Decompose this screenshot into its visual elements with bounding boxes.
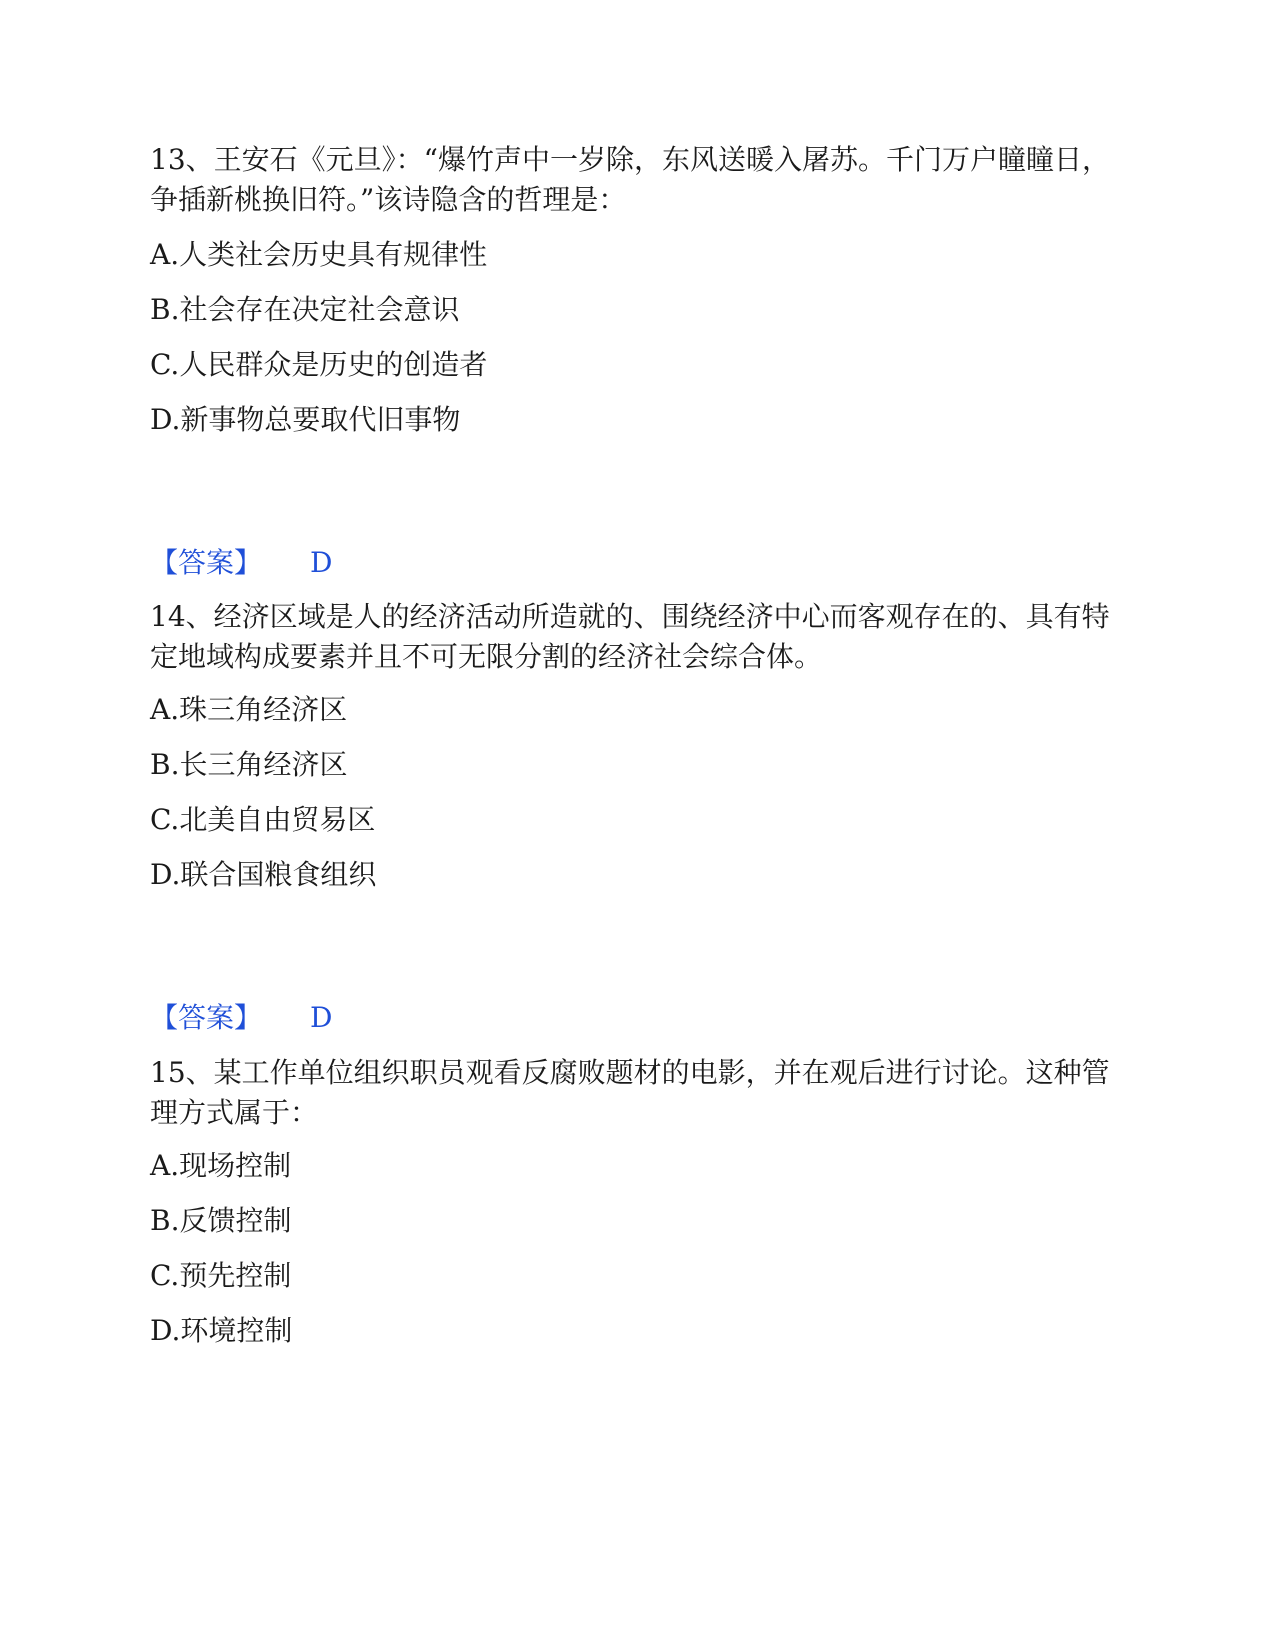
option-b: B.反馈控制	[150, 1204, 292, 1237]
option-b: B.长三角经济区	[150, 748, 348, 781]
answer-value: D	[310, 546, 333, 579]
question-stem: 15、某工作单位组织职员观看反腐败题材的电影，并在观后进行讨论。这种管理方式属于：	[150, 1056, 1110, 1129]
option-c: C.预先控制	[150, 1259, 292, 1292]
answer-13	[150, 543, 332, 583]
question-15	[150, 1053, 1130, 1347]
option-c: C.北美自由贸易区	[150, 803, 376, 836]
question-14	[150, 597, 1130, 891]
option-b: B.社会存在决定社会意识	[150, 293, 460, 326]
option-d: D.环境控制	[150, 1314, 293, 1347]
option-a: A.人类社会历史具有规律性	[150, 238, 488, 271]
answer-label: 【答案】	[150, 546, 263, 579]
answer-14	[150, 998, 332, 1038]
question-13	[150, 140, 1130, 436]
question-stem: 14、经济区域是人的经济活动所造就的、围绕经济中心而客观存在的、具有特定地域构成要素并且不可无限分割的经济社会综合体。	[150, 600, 1110, 673]
option-a: A.现场控制	[150, 1149, 292, 1182]
option-c: C.人民群众是历史的创造者	[150, 348, 488, 381]
answer-value: D	[310, 1001, 333, 1034]
option-d: D.联合国粮食组织	[150, 858, 377, 891]
option-d: D.新事物总要取代旧事物	[150, 403, 461, 436]
answer-label: 【答案】	[150, 1001, 263, 1034]
question-stem: 13、王安石《元旦》：“爆竹声中一岁除，东风送暖入屠苏。千门万户瞳瞳日，争插新桃换旧符。”该诗隐含的哲理是：	[150, 143, 1110, 216]
option-a: A.珠三角经济区	[150, 693, 348, 726]
